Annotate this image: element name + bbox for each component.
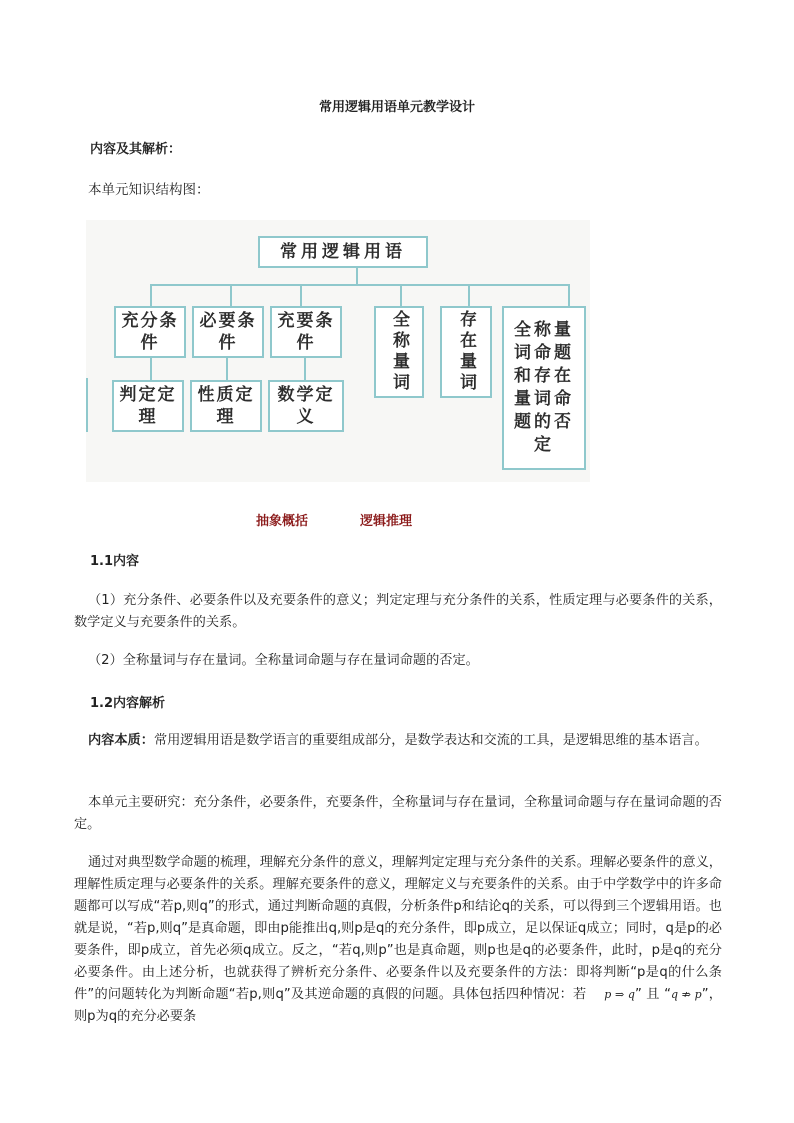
section-1-1-paragraph-2: （2）全称量词与存在量词。全称量词命题与存在量词命题的否定。 (88, 653, 479, 668)
essence-label: 内容本质： (88, 733, 154, 748)
existential-quantifier-box: 存在量词 (440, 306, 492, 398)
diagram-intro: 本单元知识结构图： (88, 182, 210, 198)
essence-text: 常用逻辑用语是数学语言的重要组成部分，是数学表达和交流的工具，是逻辑思维的基本语言。 (153, 733, 708, 748)
section-heading: 内容及其解析： (90, 142, 182, 157)
universal-quantifier-box: 全称量词 (374, 306, 424, 398)
negation-box: 全称量词命题和存在量词命题的否定 (502, 306, 586, 470)
section-1-2-heading: 1.2内容解析 (90, 696, 166, 711)
paragraph-3-text: 通过对典型数学命题的梳理，理解充分条件的意义，理解判定定理与充分条件的关系。理解必要条件的意义，理解性质定理与必要条件的关系。理解充要条件的意义，理解定义与充要条件的关系。由于中学数学中的许多命题都可以写成“若p,则q”的形式，通过判断命题的真假，分析条件p和结论q的关系，可以得到三个逻辑用语。也就是说，“若p,则q”是真命题，即由p能推出q,则p是q的充分条件，即p成立，足以保证q成立；同时，q是p的必要条件，即p成立，首先必须q成立。反之，“若q,则p”也是真命题，则p也是q的必要条件，此时，p是q的充分必要条件。由上述分析，也就获得了辨析充分条件、必要条件以及充要条件的方法：即将判断“p是q的什么条件”的问题转化为判断命题“若p,则q”及其逆命题的真假的问题。具体包括四种情况：若 (74, 855, 722, 1002)
logical-reasoning-label: 逻辑推理 (360, 514, 413, 529)
math-definition-box: 数学定义 (268, 380, 344, 432)
section-1-2-paragraph-3 (74, 852, 722, 1028)
decision-theorem-box: 判定定理 (112, 380, 184, 432)
abstract-generalization-label: 抽象概括 (256, 514, 309, 529)
section-1-2-paragraph-1 (74, 730, 722, 752)
formula-p-implies-q: p ⇒ q (604, 988, 635, 1001)
iff-condition-box: 充要条件 (270, 306, 342, 358)
section-1-1-heading: 1.1内容 (90, 554, 140, 569)
property-theorem-box: 性质定理 (190, 380, 262, 432)
necessary-condition-box: 必要条件 (192, 306, 264, 358)
section-1-2-paragraph-2: 本单元主要研究：充分条件，必要条件，充要条件，全称量词与存在量词，全称量词命题与存在量词命题的否定。 (74, 795, 722, 832)
root-box: 常用逻辑用语 (258, 236, 428, 268)
page-title: 常用逻辑用语单元教学设计 (318, 100, 475, 115)
paragraph-3-tail: ”，则p为q的充分必要条 (74, 987, 722, 1024)
knowledge-structure-diagram (86, 220, 590, 482)
paragraph-3-connector: ” 且 “ (634, 987, 671, 1002)
section-1-1-paragraph-1: （1）充分条件、必要条件以及充要条件的意义；判定定理与充分条件的关系，性质定理与必要条件的关系，数学定义与充要条件的关系。 (74, 593, 722, 630)
formula-q-not-implies-p: q ⇏ p (670, 988, 702, 1001)
sufficient-condition-box: 充分条件 (114, 306, 186, 358)
